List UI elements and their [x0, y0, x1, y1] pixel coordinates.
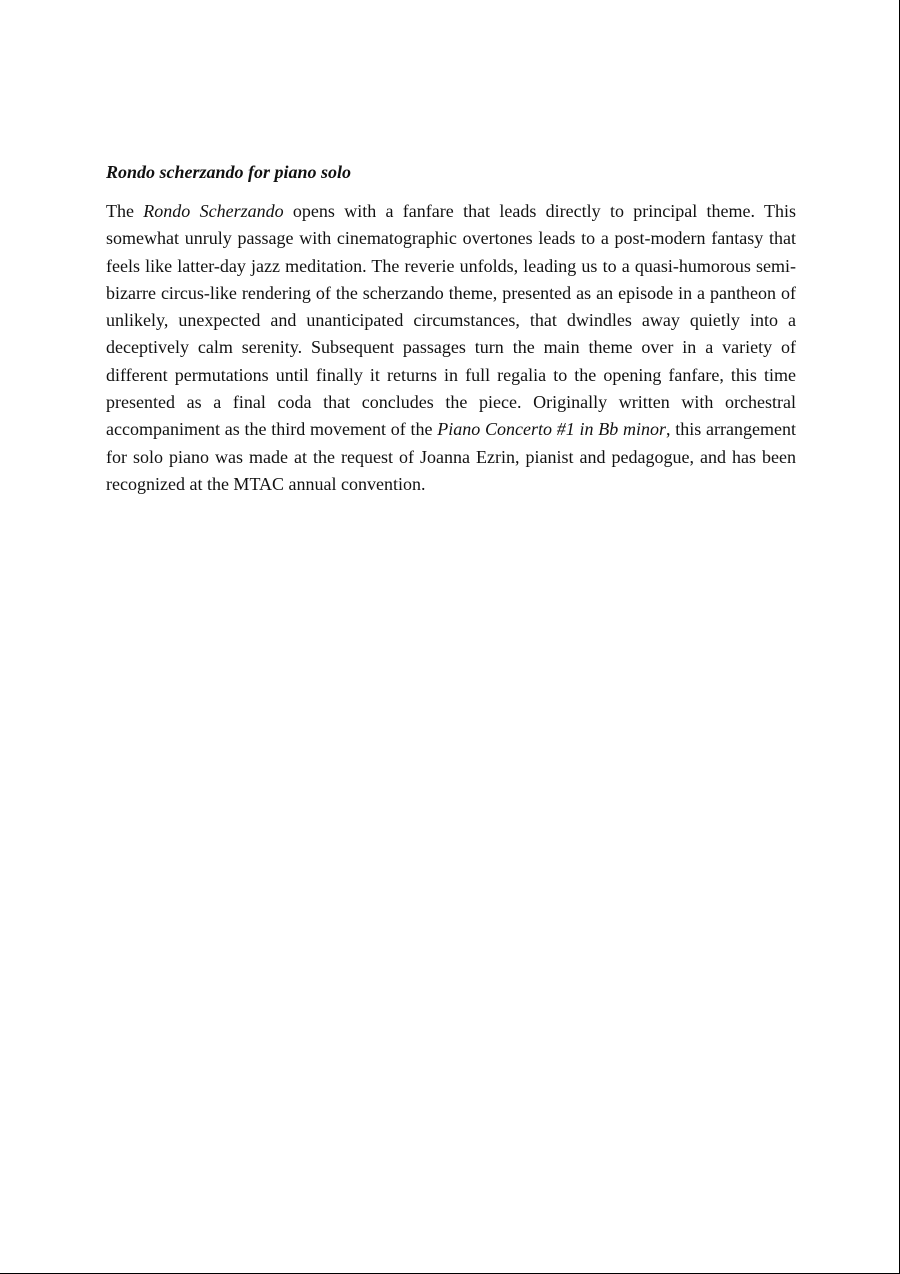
work-title-concerto: Piano Concerto #1 in Bb minor	[437, 419, 667, 440]
work-title-rondo: Rondo Scherzando	[143, 201, 284, 221]
document-content	[106, 160, 796, 498]
paragraph-text-3: , this arrangement for solo piano was made at the request of Joanna Ezrin, pianist and pedagogue, and has been recognized at the MTAC annual convention.	[106, 419, 796, 494]
document-heading: Rondo scherzando for piano solo	[106, 162, 352, 182]
paragraph-text-1: The	[106, 201, 144, 221]
description-paragraph	[106, 198, 796, 498]
paragraph-text-2: opens with a fanfare that leads directly to principal theme. This somewhat unruly passage with cinematographic overtones leads to a post-modern fantasy that feels like latter-day jazz meditation. The reverie unfolds, leading us to a quasi-humorous semi-bizarre circus-like rendering of the scherzando theme, presented as an episode in a pantheon of unlikely, unexpected and unanticipated circumstances, that dwindles away quietly into a deceptively calm serenity. Subsequent passages turn the main theme over in a variety of different permutations until finally it returns in full regalia to the opening fanfare, this time presented as a final coda that concludes the piece. Originally written with orchestral accompaniment as the third movement of the	[106, 201, 796, 440]
